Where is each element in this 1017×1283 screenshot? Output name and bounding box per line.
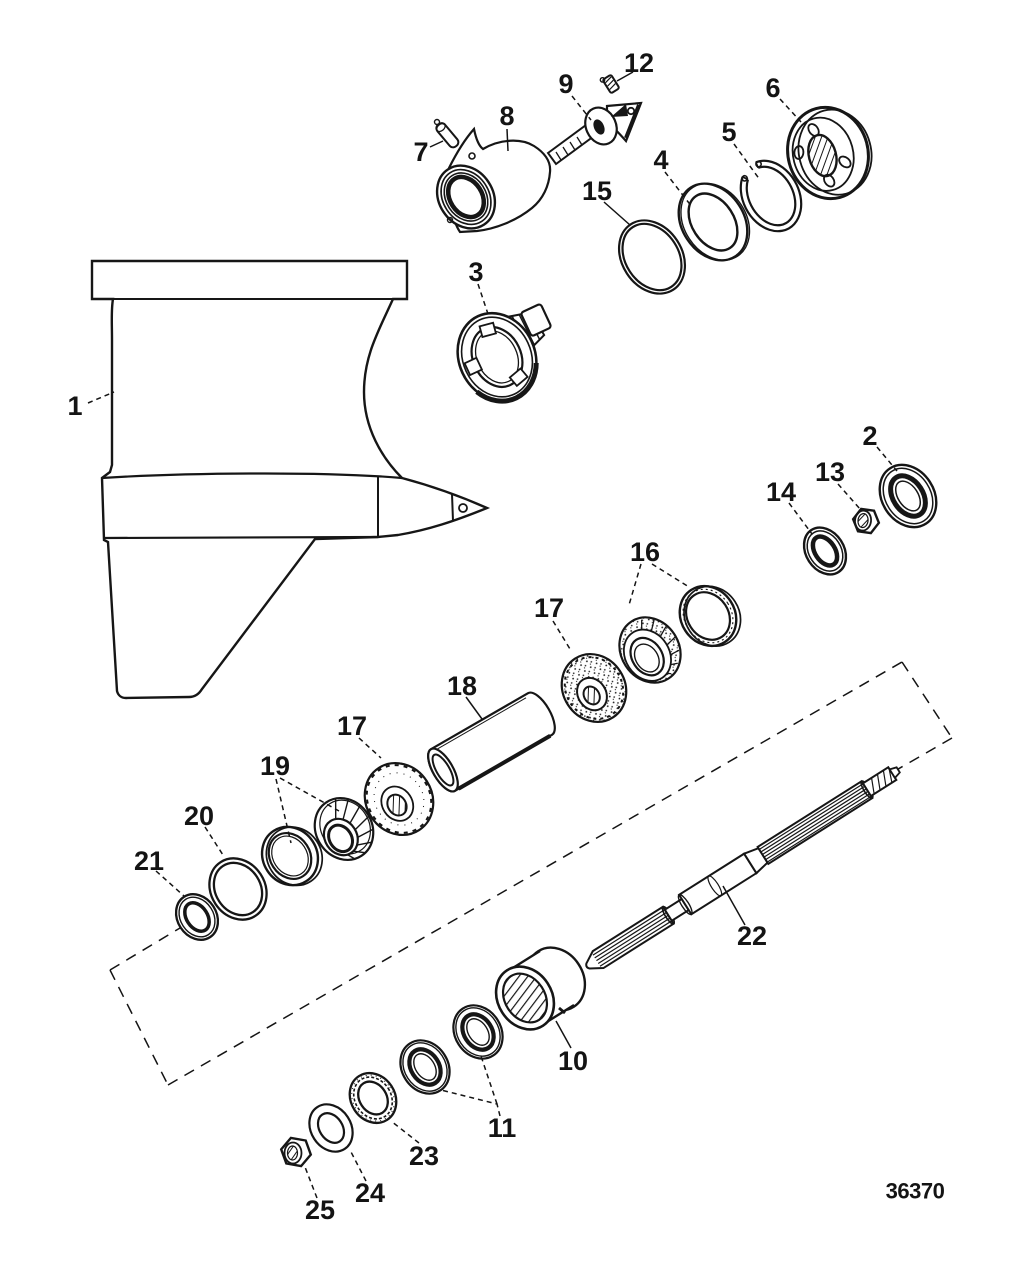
leader-line-17: [553, 621, 570, 649]
callout-label-24: 24: [354, 1178, 386, 1208]
part-7-pin: [435, 120, 461, 150]
callout-label-1: 1: [67, 391, 83, 421]
leader-line-14: [789, 503, 812, 534]
callout-label-25: 25: [304, 1195, 336, 1225]
callout-label-2: 2: [862, 421, 878, 451]
callout-label-16: 16: [629, 537, 661, 567]
leader-line-8: [507, 129, 508, 151]
callout-label-12: 12: [623, 48, 655, 78]
leader-line-7: [430, 141, 443, 147]
callout-label-13: 13: [814, 457, 846, 487]
leader-line-16: [652, 564, 689, 587]
callout-label-17: 17: [336, 711, 368, 741]
part-16-bearing-race: [668, 573, 751, 658]
part-4-thrust-washer: [665, 170, 764, 274]
callout-label-23: 23: [408, 1141, 440, 1171]
part-11-oil-seals: [390, 996, 512, 1103]
callout-label-7: 7: [413, 137, 429, 167]
callout-label-18: 18: [446, 671, 478, 701]
part-12-clip: [599, 73, 619, 95]
callout-label-20: 20: [183, 801, 215, 831]
part-1-gear-housing: [92, 261, 487, 698]
leader-line-16: [629, 564, 641, 605]
callout-label-21: 21: [133, 846, 165, 876]
callout-label-5: 5: [721, 117, 737, 147]
callout-label-19: 19: [259, 751, 291, 781]
part-2-oil-seal: [868, 454, 948, 538]
part-3-retainer: [444, 290, 573, 414]
leader-line-17: [359, 738, 381, 758]
part-9-anode-bolt: [548, 103, 641, 164]
leader-line-23: [391, 1121, 419, 1143]
leader-line-13: [838, 484, 860, 509]
figure-reference-number: 36370: [885, 1178, 945, 1204]
callout-label-8: 8: [499, 101, 515, 131]
part-8-bearing-carrier: [425, 129, 550, 239]
callout-label-11: 11: [487, 1113, 517, 1143]
leader-line-24: [350, 1150, 366, 1181]
callout-label-6: 6: [765, 73, 781, 103]
leader-line-22: [723, 886, 745, 925]
callout-label-22: 22: [736, 921, 768, 951]
part-25-nut: [281, 1138, 311, 1166]
leader-line-25: [305, 1167, 317, 1198]
callout-label-4: 4: [653, 145, 669, 175]
leader-line-19: [280, 778, 339, 811]
callout-label-15: 15: [581, 176, 613, 206]
callout-label-14: 14: [765, 477, 797, 507]
leader-line-10: [556, 1021, 571, 1048]
leader-line-20: [205, 827, 223, 855]
callout-label-9: 9: [558, 69, 574, 99]
leader-line-3: [478, 284, 489, 317]
part-14-seal: [795, 520, 854, 583]
leader-line-1: [88, 392, 114, 403]
leader-line-11: [481, 1056, 497, 1104]
part-13-nut: [852, 508, 881, 534]
callout-label-3: 3: [468, 257, 484, 287]
callout-label-17: 17: [533, 593, 565, 623]
callout-label-10: 10: [557, 1046, 589, 1076]
part-18-spacer-sleeve: [422, 688, 560, 796]
